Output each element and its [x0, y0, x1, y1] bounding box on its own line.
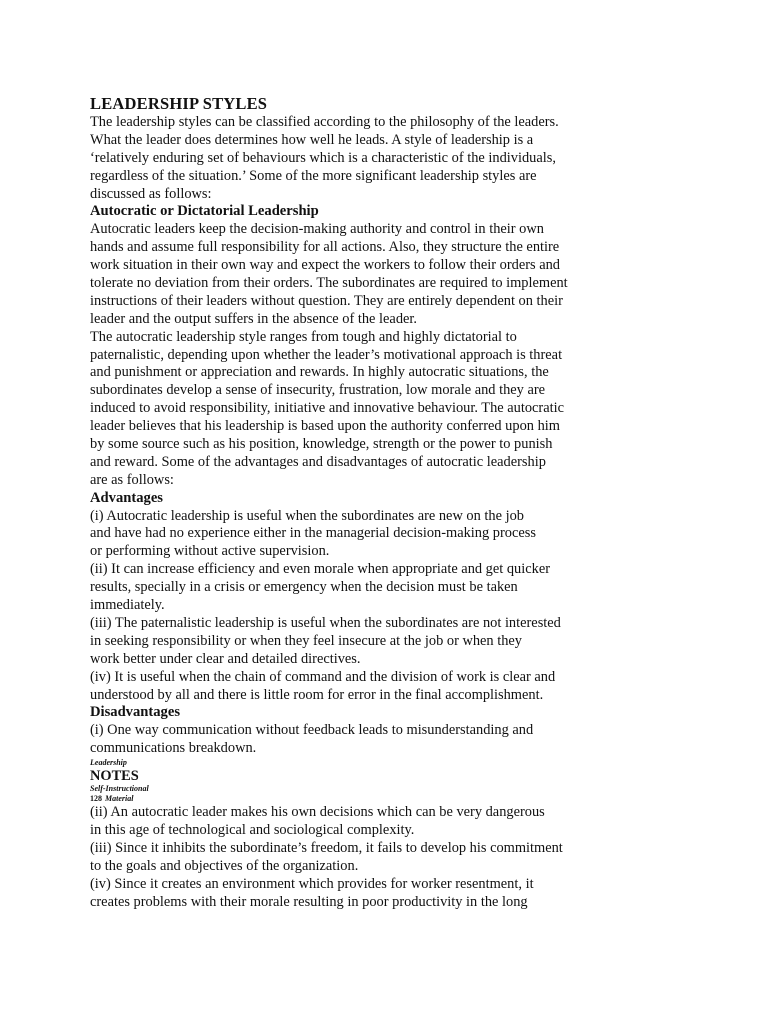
text-line: induced to avoid responsibility, initiative and innovative behaviour. The autocratic — [90, 400, 564, 417]
margin-label-leadership: Leadership — [90, 758, 127, 768]
list-item-line: in this age of technological and sociological complexity. — [90, 821, 415, 838]
list-item-line: or performing without active supervision. — [90, 543, 330, 560]
list-item-line: creates problems with their morale resulting in poor productivity in the long — [90, 893, 528, 910]
paragraph-autocratic-definition — [90, 221, 690, 328]
text-line: and reward. Some of the advantages and disadvantages of autocratic leadership — [90, 453, 546, 470]
text-line: ‘relatively enduring set of behaviours which is a characteristic of the individuals, — [90, 149, 556, 166]
list-item-line: (iii) Since it inhibits the subordinate’s freedom, it fails to develop his commitment — [90, 839, 563, 856]
list-item-line: to the goals and objectives of the organization. — [90, 857, 359, 874]
list-item-line: in seeking responsibility or when they feel insecure at the job or when they — [90, 632, 523, 649]
text-line: instructions of their leaders without question. They are entirely dependent on their — [90, 292, 563, 309]
text-line: and punishment or appreciation and rewards. In highly autocratic situations, the — [90, 364, 549, 381]
section-heading: Autocratic or Dictatorial Leadership — [90, 203, 319, 220]
notes-label: NOTES — [90, 768, 139, 785]
disadvantages-list-part-b — [90, 804, 690, 911]
list-item-line: (ii) An autocratic leader makes his own decisions which can be very dangerous — [90, 804, 545, 821]
paragraph-autocratic-range — [90, 329, 690, 490]
text-line: The leadership styles can be classified according to the philosophy of the leaders. — [90, 114, 559, 130]
list-item-line: (iv) Since it creates an environment which provides for worker resentment, it — [90, 875, 534, 892]
margin-notes-block — [90, 758, 690, 804]
disadvantages-heading: Disadvantages — [90, 704, 181, 721]
list-item-line: (i) One way communication without feedback leads to misunderstanding and — [90, 722, 534, 739]
list-item-line: (iv) It is useful when the chain of command and the division of work is clear and — [90, 668, 556, 685]
page-number: 128 — [90, 794, 102, 804]
list-item-line: (i) Autocratic leadership is useful when the subordinates are new on the job — [90, 507, 524, 524]
self-instructional-label: Self-Instructional — [90, 784, 149, 794]
list-item-line: (ii) It can increase efficiency and even morale when appropriate and get quicker — [90, 561, 551, 578]
list-item-line: communications breakdown. — [90, 740, 257, 757]
list-item-line: results, specially in a crisis or emergency when the decision must be taken — [90, 579, 518, 596]
text-line: leader and the output suffers in the absence of the leader. — [90, 310, 417, 327]
page-title: LEADERSHIP STYLES — [90, 94, 268, 113]
advantages-heading: Advantages — [90, 489, 163, 506]
text-line: Autocratic leaders keep the decision-making authority and control in their own — [90, 221, 544, 238]
list-item-line: immediately. — [90, 597, 165, 614]
text-line: regardless of the situation.’ Some of the more significant leadership styles are — [90, 167, 537, 184]
text-line: are as follows: — [90, 471, 174, 488]
text-line: work situation in their own way and expect the workers to follow their orders and — [90, 257, 560, 274]
list-item-line: and have had no experience either in the managerial decision-making process — [90, 525, 536, 542]
document-page — [90, 94, 690, 911]
text-line: tolerate no deviation from their orders. The subordinates are required to implement — [90, 275, 568, 292]
material-label: Material — [105, 794, 134, 804]
page-footer — [90, 794, 690, 804]
advantages-list — [90, 508, 690, 705]
list-item-line: (iii) The paternalistic leadership is useful when the subordinates are not interested — [90, 614, 561, 631]
text-line: The autocratic leadership style ranges from tough and highly dictatorial to — [90, 328, 517, 345]
text-line: by some source such as his position, knowledge, strength or the power to punish — [90, 436, 553, 453]
intro-paragraph — [90, 114, 690, 203]
text-line: What the leader does determines how well he leads. A style of leadership is a — [90, 131, 534, 148]
text-line: leader believes that his leadership is based upon the authority conferred upon him — [90, 418, 560, 435]
text-line: paternalistic, depending upon whether the leader’s motivational approach is threat — [90, 346, 563, 363]
text-line: discussed as follows: — [90, 185, 212, 202]
text-line: subordinates develop a sense of insecurity, frustration, low morale and they are — [90, 382, 546, 399]
disadvantages-list-part-a — [90, 722, 690, 758]
text-line: hands and assume full responsibility for all actions. Also, they structure the entire — [90, 239, 560, 256]
list-item-line: understood by all and there is little room for error in the final accomplishment. — [90, 686, 544, 703]
list-item-line: work better under clear and detailed directives. — [90, 650, 361, 667]
